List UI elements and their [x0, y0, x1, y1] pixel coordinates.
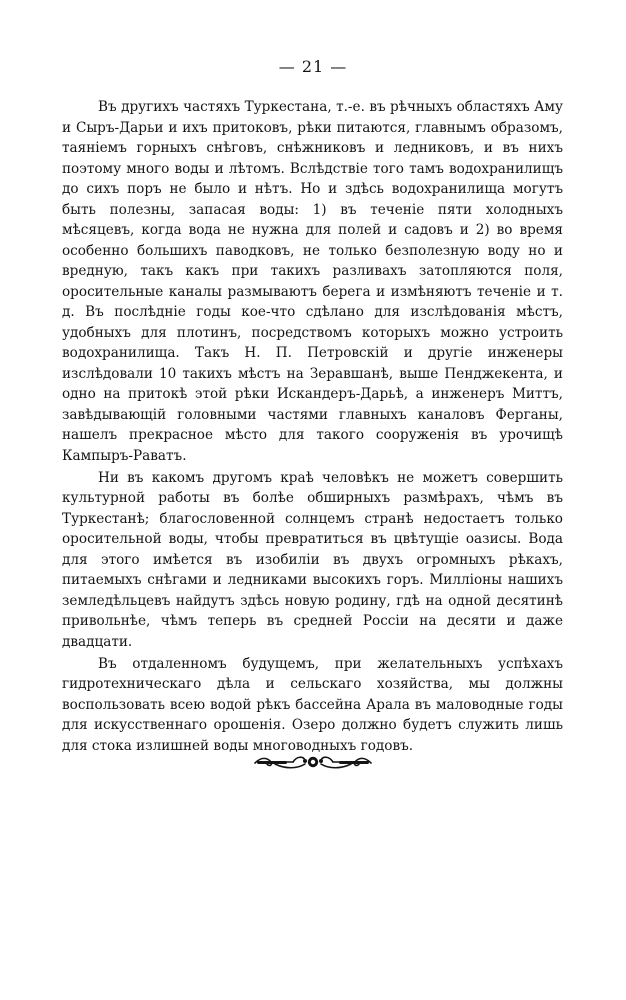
paragraph-2: Ни въ какомъ другомъ краѣ человѣкъ не можетъ совершить культурной работы въ болѣе обширныхъ размѣрахъ, чѣмъ въ Туркестанѣ; благословенной солнцемъ странѣ недостаетъ только оросительной воды, чтобы превратиться въ цвѣтущіе оазисы. Вода для этого имѣется въ изобиліи въ двухъ огромныхъ рѣкахъ, питаемыхъ снѣгами и ледниками высокихъ горъ. Милліоны нашихъ земледѣльцевъ найдутъ здѣсь новую родину, гдѣ на одной десятинѣ привольнѣе, чѣмъ теперь въ средней Россіи на десяти и даже двадцати. — [62, 469, 563, 650]
paragraph-1: Въ другихъ частяхъ Туркестана, т.-е. въ рѣчныхъ областяхъ Аму и Сыръ-Дарьи и ихъ притоковъ, рѣки питаются, главнымъ образомъ, таяніемъ горныхъ снѣговъ, снѣжниковъ и ледниковъ, и въ нихъ поэтому много воды и лѣтомъ. Вслѣдствіе того тамъ водохранилищъ до сихъ поръ не было и нѣтъ. Но и здѣсь водохранилища могутъ быть полезны, запасая воды: 1) въ теченіе пяти холодныхъ мѣсяцевъ, когда вода не нужна для полей и садовъ и 2) во время особенно большихъ паводковъ, не только безполезную воду но и вредную, такъ какъ при такихъ разливахъ затопляются поля, оросительные каналы размываютъ берега и измѣняютъ теченіе и т. д. Въ послѣдніе годы кое-что сдѣлано для изслѣдованія мѣстъ, удобныхъ для плотинъ, посредствомъ которыхъ можно устроить водохранилища. Такъ Н. П. Петровскій и другіе инженеры изслѣдовали 10 такихъ мѣстъ на Зеравшанѣ, выше Пенджекента, и одно на притокѣ этой рѣки Искандеръ-Дарьѣ, а инженеръ Миттъ, завѣдывающій головными частями главныхъ каналовъ Ферганы, нашелъ прекрасное мѣсто для такого сооруженія въ урочищѣ Кампыръ-Раватъ. — [62, 99, 563, 464]
body-text — [62, 97, 563, 758]
paragraph-3: Въ отдаленномъ будущемъ, при желательныхъ успѣхахъ гидротехническаго дѣла и сельскаго хозяйства, мы должны воспользовать всею водой рѣкъ бассейна Арала въ маловодные годы для искусственнаго орошенія. Озеро должно будетъ служить лишь для стока излишней воды многоводныхъ годовъ. — [62, 655, 563, 754]
decorative-tailpiece-icon — [253, 751, 373, 773]
page-number: — 21 — — [278, 57, 348, 76]
